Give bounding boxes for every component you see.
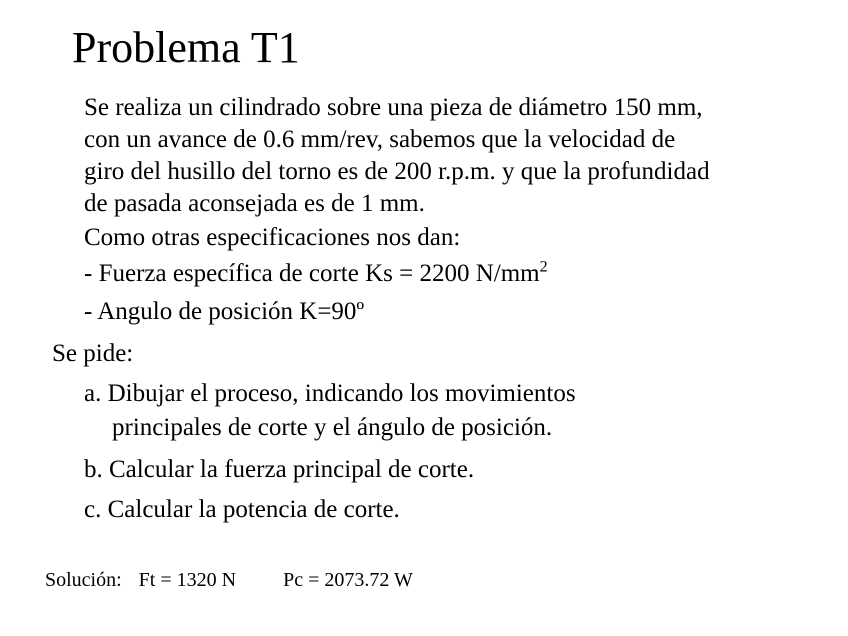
solution-row bbox=[45, 566, 413, 594]
statement-line-2: con un avance de 0.6 mm/rev, sabemos que la velocidad de bbox=[84, 126, 676, 153]
page-title: Problema T1 bbox=[72, 23, 300, 72]
ask-item-c: c. Calcular la potencia de corte. bbox=[84, 496, 400, 523]
spec-cutting-force bbox=[84, 258, 548, 290]
statement-line-3: giro del husillo del torno es de 200 r.p.m. y que la profundidad bbox=[84, 158, 710, 185]
ask-item-a-continuation: principales de corte y el ángulo de posición. bbox=[112, 414, 553, 441]
ask-item-a: a. Dibujar el proceso, indicando los movimientos bbox=[84, 380, 576, 407]
statement-line-1: Se realiza un cilindrado sobre una pieza de diámetro 150 mm, bbox=[84, 94, 703, 121]
spec-cutting-force-exponent: 2 bbox=[539, 258, 548, 276]
solution-pc: Pc = 2073.72 W bbox=[283, 569, 413, 591]
spec-cutting-force-text: - Fuerza específica de corte Ks = 2200 N/mm bbox=[84, 260, 540, 287]
ask-item-b: b. Calcular la fuerza principal de corte. bbox=[84, 456, 475, 483]
solution-label: Solución: bbox=[45, 569, 122, 591]
ask-heading: Se pide: bbox=[52, 340, 134, 367]
statement-line-4: de pasada aconsejada es de 1 mm. bbox=[84, 190, 425, 217]
specs-intro: Como otras especificaciones nos dan: bbox=[84, 224, 461, 251]
solution-ft: Ft = 1320 N bbox=[138, 569, 237, 591]
problem-statement bbox=[84, 92, 804, 220]
spec-position-angle: - Angulo de posición K=90º bbox=[84, 298, 365, 325]
